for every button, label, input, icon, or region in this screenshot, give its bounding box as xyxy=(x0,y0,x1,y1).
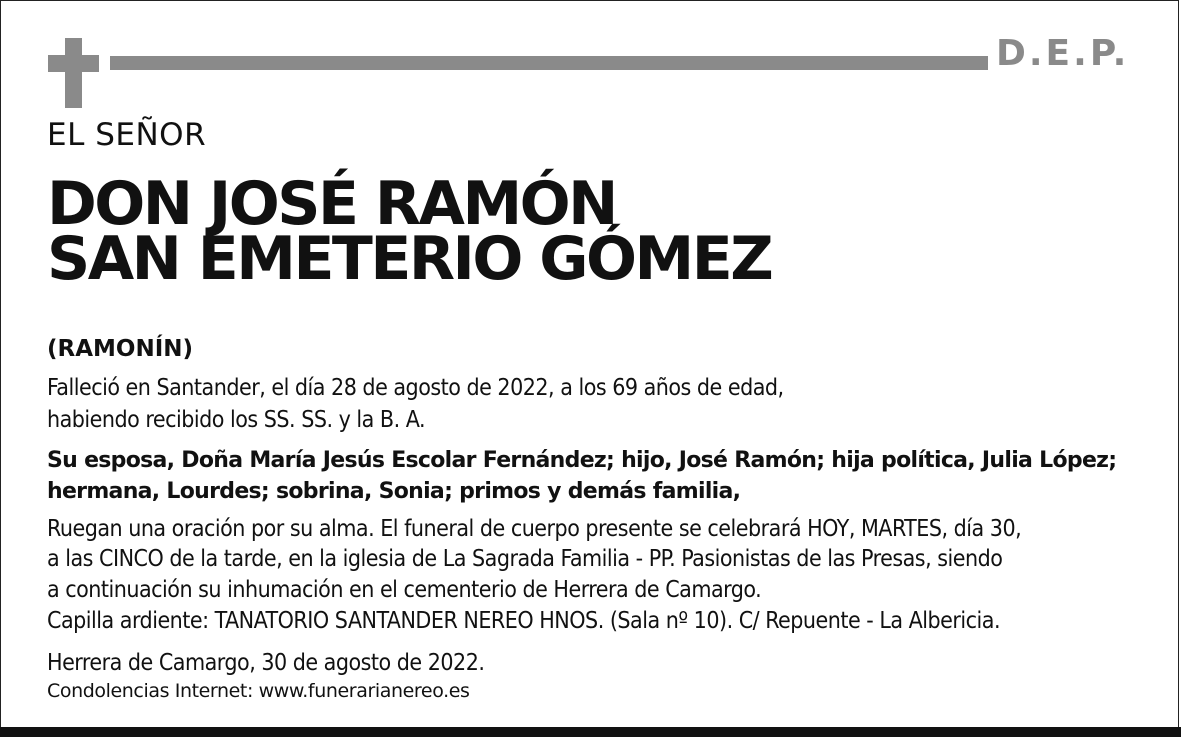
header-rule xyxy=(110,56,988,70)
deceased-name-line1: DON JOSÉ RAMÓN xyxy=(47,169,616,239)
service-line: Capilla ardiente: TANATORIO SANTANDER NEREO HNOS. (Sala nº 10). C/ Repuente - La Albericia. xyxy=(47,608,1001,634)
cross-icon-bar xyxy=(48,55,99,72)
condolences-line: Condolencias Internet: www.funerarianereo.es xyxy=(47,680,470,702)
title: EL SEÑOR xyxy=(47,117,207,153)
service-line: a continuación su inhumación en el cementerio de Herrera de Camargo. xyxy=(47,577,762,603)
death-line: Falleció en Santander, el día 28 de agosto de 2022, a los 69 años de edad, xyxy=(47,375,784,401)
death-line: habiendo recibido los SS. SS. y la B. A. xyxy=(47,407,426,433)
place-date: Herrera de Camargo, 30 de agosto de 2022. xyxy=(47,650,485,676)
cross-icon xyxy=(65,38,82,108)
service-line: Ruegan una oración por su alma. El funeral de cuerpo presente se celebrará HOY, MARTES, día 30, xyxy=(47,516,1022,542)
family-line: hermana, Lourdes; sobrina, Sonia; primos y demás familia, xyxy=(47,479,741,504)
family-line: Su esposa, Doña María Jesús Escolar Fernández; hijo, José Ramón; hija política, Julia López; xyxy=(47,448,1117,473)
deceased-name-line2: SAN EMETERIO GÓMEZ xyxy=(47,224,772,294)
service-line: a las CINCO de la tarde, en la iglesia de La Sagrada Familia - PP. Pasionistas de las Presas, siendo xyxy=(47,546,1003,572)
dep-label: D.E.P. xyxy=(996,33,1130,74)
nickname: (RAMONÍN) xyxy=(47,336,194,362)
bottom-rule xyxy=(0,727,1181,737)
